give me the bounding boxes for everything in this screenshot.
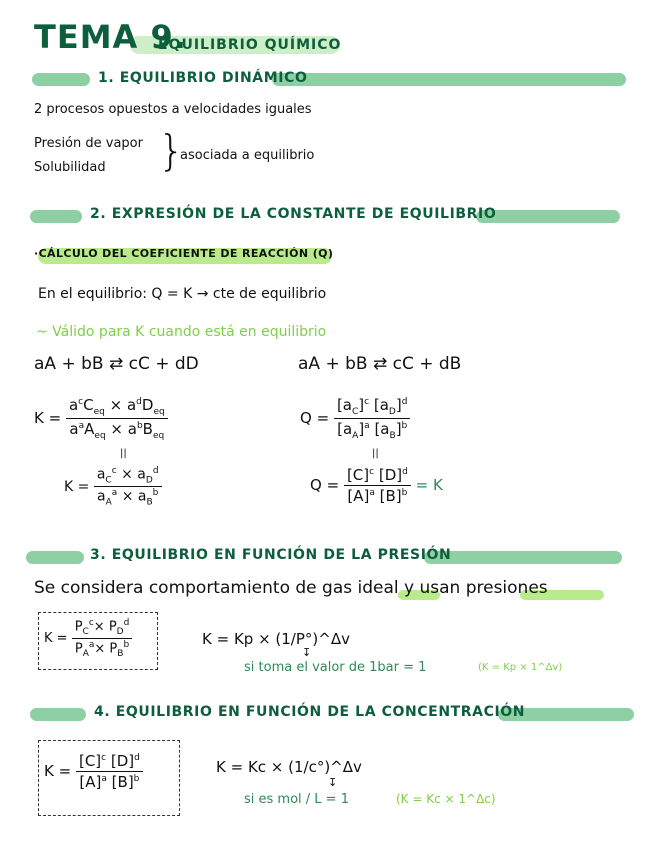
reaction-left: aA + bB ⇄ cC + dD	[34, 354, 199, 374]
section4-formula: K = Kc × (1/c°)^Δv	[216, 758, 362, 776]
q-label-2: Q =	[310, 476, 340, 494]
q-fraction-2	[344, 466, 411, 505]
section3-pill-right	[424, 551, 622, 564]
section2-bullet: ·CÁLCULO DEL COEFICIENTE DE REACCIÓN (Q)	[34, 247, 334, 260]
q-fraction-1	[334, 396, 410, 441]
kp-fraction-num: $P_C^c\times P_D^d$	[72, 618, 133, 639]
reaction-right: aA + bB ⇄ cC + dB	[298, 354, 462, 374]
k-fraction-1-num: $a^cC_{eq} \times a^dD_{eq}$	[66, 396, 168, 419]
k-fraction-2-num: $a_C^c \times a_D^d$	[94, 466, 162, 487]
q-fraction-2-den: $[A]^a$ $[B]^b$	[347, 487, 408, 505]
section4-pill-left	[30, 708, 86, 721]
k-label-4: K =	[44, 762, 72, 780]
k-fraction-1	[66, 396, 168, 441]
section4-heading: 4. EQUILIBRIO EN FUNCIÓN DE LA CONCENTRACIÓN	[94, 704, 526, 720]
q-fraction-1-den: $[a_A]^a$ $[a_B]^b$	[337, 420, 408, 441]
section1-line2b: Solubilidad	[34, 160, 106, 175]
k-label-2: K =	[64, 478, 90, 495]
q-fraction-2-num: $[C]^c$ $[D]^d$	[344, 466, 411, 486]
k-fraction-2-den: $a_A^a \times a_B^b$	[96, 488, 159, 508]
page-subtitle: EQUILIBRIO QUÍMICO	[158, 37, 342, 53]
q-label-1: Q =	[300, 409, 330, 427]
section4-note: si es mol / L = 1	[244, 792, 349, 807]
k-label-1: K =	[34, 409, 62, 427]
section1-line2a: Presión de vapor	[34, 136, 143, 151]
section1-pill-left	[32, 73, 90, 86]
section3-formula: K = Kp × (1/P°)^Δv	[202, 630, 350, 648]
kc-fraction-den: $[A]^a$ $[B]^b$	[79, 773, 140, 791]
section3-line: Se considera comportamiento de gas ideal y usan presiones	[34, 578, 548, 598]
q-fraction-1-num: $[a_C]^c$ $[a_D]^d$	[334, 396, 410, 419]
arrow-down-icon: ↧	[302, 646, 312, 659]
section2-pill-right	[476, 210, 620, 223]
section3-note-extra: (K = Kp × 1^Δv)	[478, 662, 563, 673]
section2-heading: 2. EXPRESIÓN DE LA CONSTANTE DE EQUILIBRIO	[90, 206, 497, 222]
section3-note: si toma el valor de 1bar = 1	[244, 660, 427, 675]
kc-fraction-expression	[44, 752, 143, 791]
section2-eq-line: En el equilibrio: Q = K → cte de equilibrio	[38, 286, 327, 302]
arrow-down-icon-2: ↧	[328, 776, 338, 789]
section3-heading: 3. EQUILIBRIO EN FUNCIÓN DE LA PRESIÓN	[90, 547, 452, 563]
kc-fraction-num: $[C]^c$ $[D]^d$	[76, 752, 143, 772]
kp-fraction-den: $P_A^a\times P_B^b$	[74, 639, 130, 659]
equals-mark-2: ||	[372, 448, 379, 459]
k-expression-1	[34, 396, 168, 441]
kc-fraction	[76, 752, 143, 791]
section1-line1: 2 procesos opuestos a velocidades iguales	[34, 102, 312, 117]
k-fraction-2	[94, 466, 162, 508]
k-label-3: K =	[44, 630, 68, 646]
section3-pill-left	[26, 551, 84, 564]
section2-pill-left	[30, 210, 82, 223]
section1-brace-note: asociada a equilibrio	[180, 148, 315, 163]
q-expression-1	[300, 396, 410, 441]
section1-heading: 1. EQUILIBRIO DINÁMICO	[98, 70, 308, 86]
kp-fraction-expression	[44, 618, 132, 659]
k-fraction-1-den: $a^aA_{eq} \times a^bB_{eq}$	[69, 420, 165, 441]
k-expression-2	[64, 466, 162, 508]
page-title: TEMA 9.	[34, 18, 187, 56]
q-equals-k: = K	[415, 476, 443, 494]
equals-mark-1: ||	[120, 448, 127, 459]
section1-pill-right	[272, 73, 626, 86]
kp-fraction	[72, 618, 133, 659]
section2-valid-note: ~ Válido para K cuando está en equilibrio	[36, 324, 327, 340]
section4-note-extra: (K = Kc × 1^Δc)	[396, 792, 496, 806]
brace-icon: }	[158, 126, 185, 175]
q-expression-2	[310, 466, 443, 505]
